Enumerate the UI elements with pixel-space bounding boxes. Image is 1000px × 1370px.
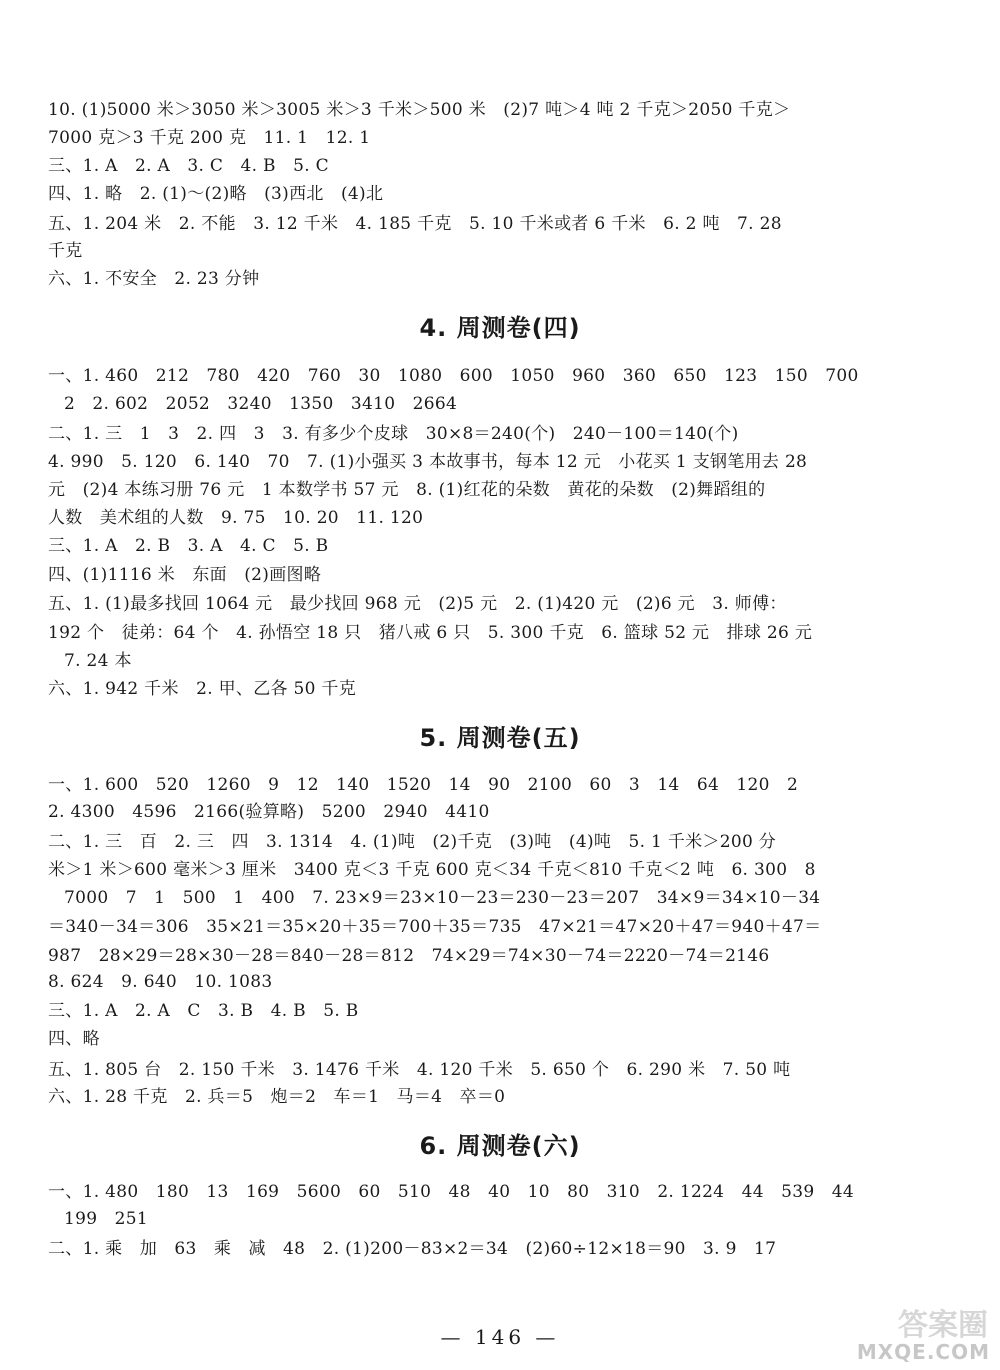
answer-line: 一、1. 480 180 13 169 5600 60 510 48 40 10 80 310 2. 1224 44 539 44: [48, 1182, 855, 1202]
answer-line: 三、1. A 2. B 3. A 4. C 5. B: [48, 536, 329, 556]
answer-line: 四、略: [48, 1029, 100, 1049]
answer-line: 六、1. 不安全 2. 23 分钟: [48, 269, 260, 289]
answer-line: 199 251: [64, 1209, 148, 1229]
answer-line: 五、1. 805 台 2. 150 千米 3. 1476 千米 4. 120 千米 5. 650 个 6. 290 米 7. 50 吨: [48, 1060, 791, 1080]
answer-line: 五、1. (1)最多找回 1064 元 最少找回 968 元 (2)5 元 2. (1)420 元 (2)6 元 3. 师傅：: [48, 594, 787, 614]
answer-line: 987 28×29＝28×30－28＝840－28＝812 74×29＝74×30－74＝2220－74＝2146: [48, 946, 770, 966]
answer-line: 8. 624 9. 640 10. 1083: [48, 972, 273, 992]
answer-line: 一、1. 600 520 1260 9 12 140 1520 14 90 2100 60 3 14 64 120 2: [48, 775, 799, 795]
answer-line: 四、(1)1116 米 东面 (2)画图略: [48, 565, 322, 585]
answer-line: 2. 4300 4596 2166(验算略) 5200 2940 4410: [48, 802, 490, 822]
answer-line: 千克: [48, 241, 83, 261]
answer-line: 二、1. 三 1 3 2. 四 3 3. 有多少个皮球 30×8＝240(个) 240－100＝140(个): [48, 424, 739, 444]
answer-line: 4. 990 5. 120 6. 140 70 7. (1)小强买 3 本故事书，每本 12 元 小花买 1 支钢笔用去 28: [48, 452, 808, 472]
answer-line: 五、1. 204 米 2. 不能 3. 12 千米 4. 185 千克 5. 10 千米或者 6 千米 6. 2 吨 7. 28: [48, 214, 782, 234]
watermark-url: MXQE.COM: [856, 1340, 990, 1364]
answer-line: 三、1. A 2. A C 3. B 4. B 5. B: [48, 1001, 359, 1021]
answer-line: 7000 克＞3 千克 200 克 11. 1 12. 1: [48, 128, 371, 148]
section-title: 5. 周测卷(五): [419, 724, 581, 752]
answer-line: 六、1. 942 千米 2. 甲、乙各 50 千克: [48, 679, 357, 699]
answer-line: 192 个 徒弟：64 个 4. 孙悟空 18 只 猪八戒 6 只 5. 300 千克 6. 篮球 52 元 排球 26 元: [48, 623, 813, 643]
section-title: 4. 周测卷(四): [419, 314, 581, 342]
watermark-title: 答案圈: [898, 1308, 988, 1343]
answer-line: 四、1. 略 2. (1)～(2)略 (3)西北 (4)北: [48, 184, 384, 204]
page-number: — 146 —: [440, 1325, 560, 1349]
answer-line: 7000 7 1 500 1 400 7. 23×9＝23×10－23＝230－23＝207 34×9＝34×10－34: [64, 888, 821, 908]
answer-line: 人数 美术组的人数 9. 75 10. 20 11. 120: [48, 508, 424, 528]
answer-line: 一、1. 460 212 780 420 760 30 1080 600 1050 960 360 650 123 150 700: [48, 366, 859, 386]
answer-line: 二、1. 乘 加 63 乘 减 48 2. (1)200－83×2＝34 (2)60÷12×18＝90 3. 9 17: [48, 1239, 777, 1259]
watermark-logo: [818, 1300, 994, 1364]
section-title: 6. 周测卷(六): [419, 1132, 581, 1160]
answer-line: 六、1. 28 千克 2. 兵＝5 炮＝2 车＝1 马＝4 卒＝0: [48, 1087, 506, 1107]
answer-line: ＝340－34＝306 35×21＝35×20＋35＝700＋35＝735 47×21＝47×20＋47＝940＋47＝: [48, 917, 822, 937]
answer-line: 元 (2)4 本练习册 76 元 1 本数学书 57 元 8. (1)红花的朵数 黄花的朵数 (2)舞蹈组的: [48, 480, 766, 500]
answer-line: 7. 24 本: [64, 651, 132, 671]
answer-line: 10. (1)5000 米＞3050 米＞3005 米＞3 千米＞500 米 (2)7 吨＞4 吨 2 千克＞2050 千克＞: [48, 100, 791, 120]
answer-line: 米＞1 米＞600 毫米＞3 厘米 3400 克＜3 千克 600 克＜34 千克＜810 千克＜2 吨 6. 300 8: [48, 860, 816, 880]
answer-line: 2 2. 602 2052 3240 1350 3410 2664: [64, 394, 458, 414]
answer-line: 三、1. A 2. A 3. C 4. B 5. C: [48, 156, 329, 176]
answer-line: 二、1. 三 百 2. 三 四 3. 1314 4. (1)吨 (2)千克 (3)吨 (4)吨 5. 1 千米＞200 分: [48, 832, 777, 852]
